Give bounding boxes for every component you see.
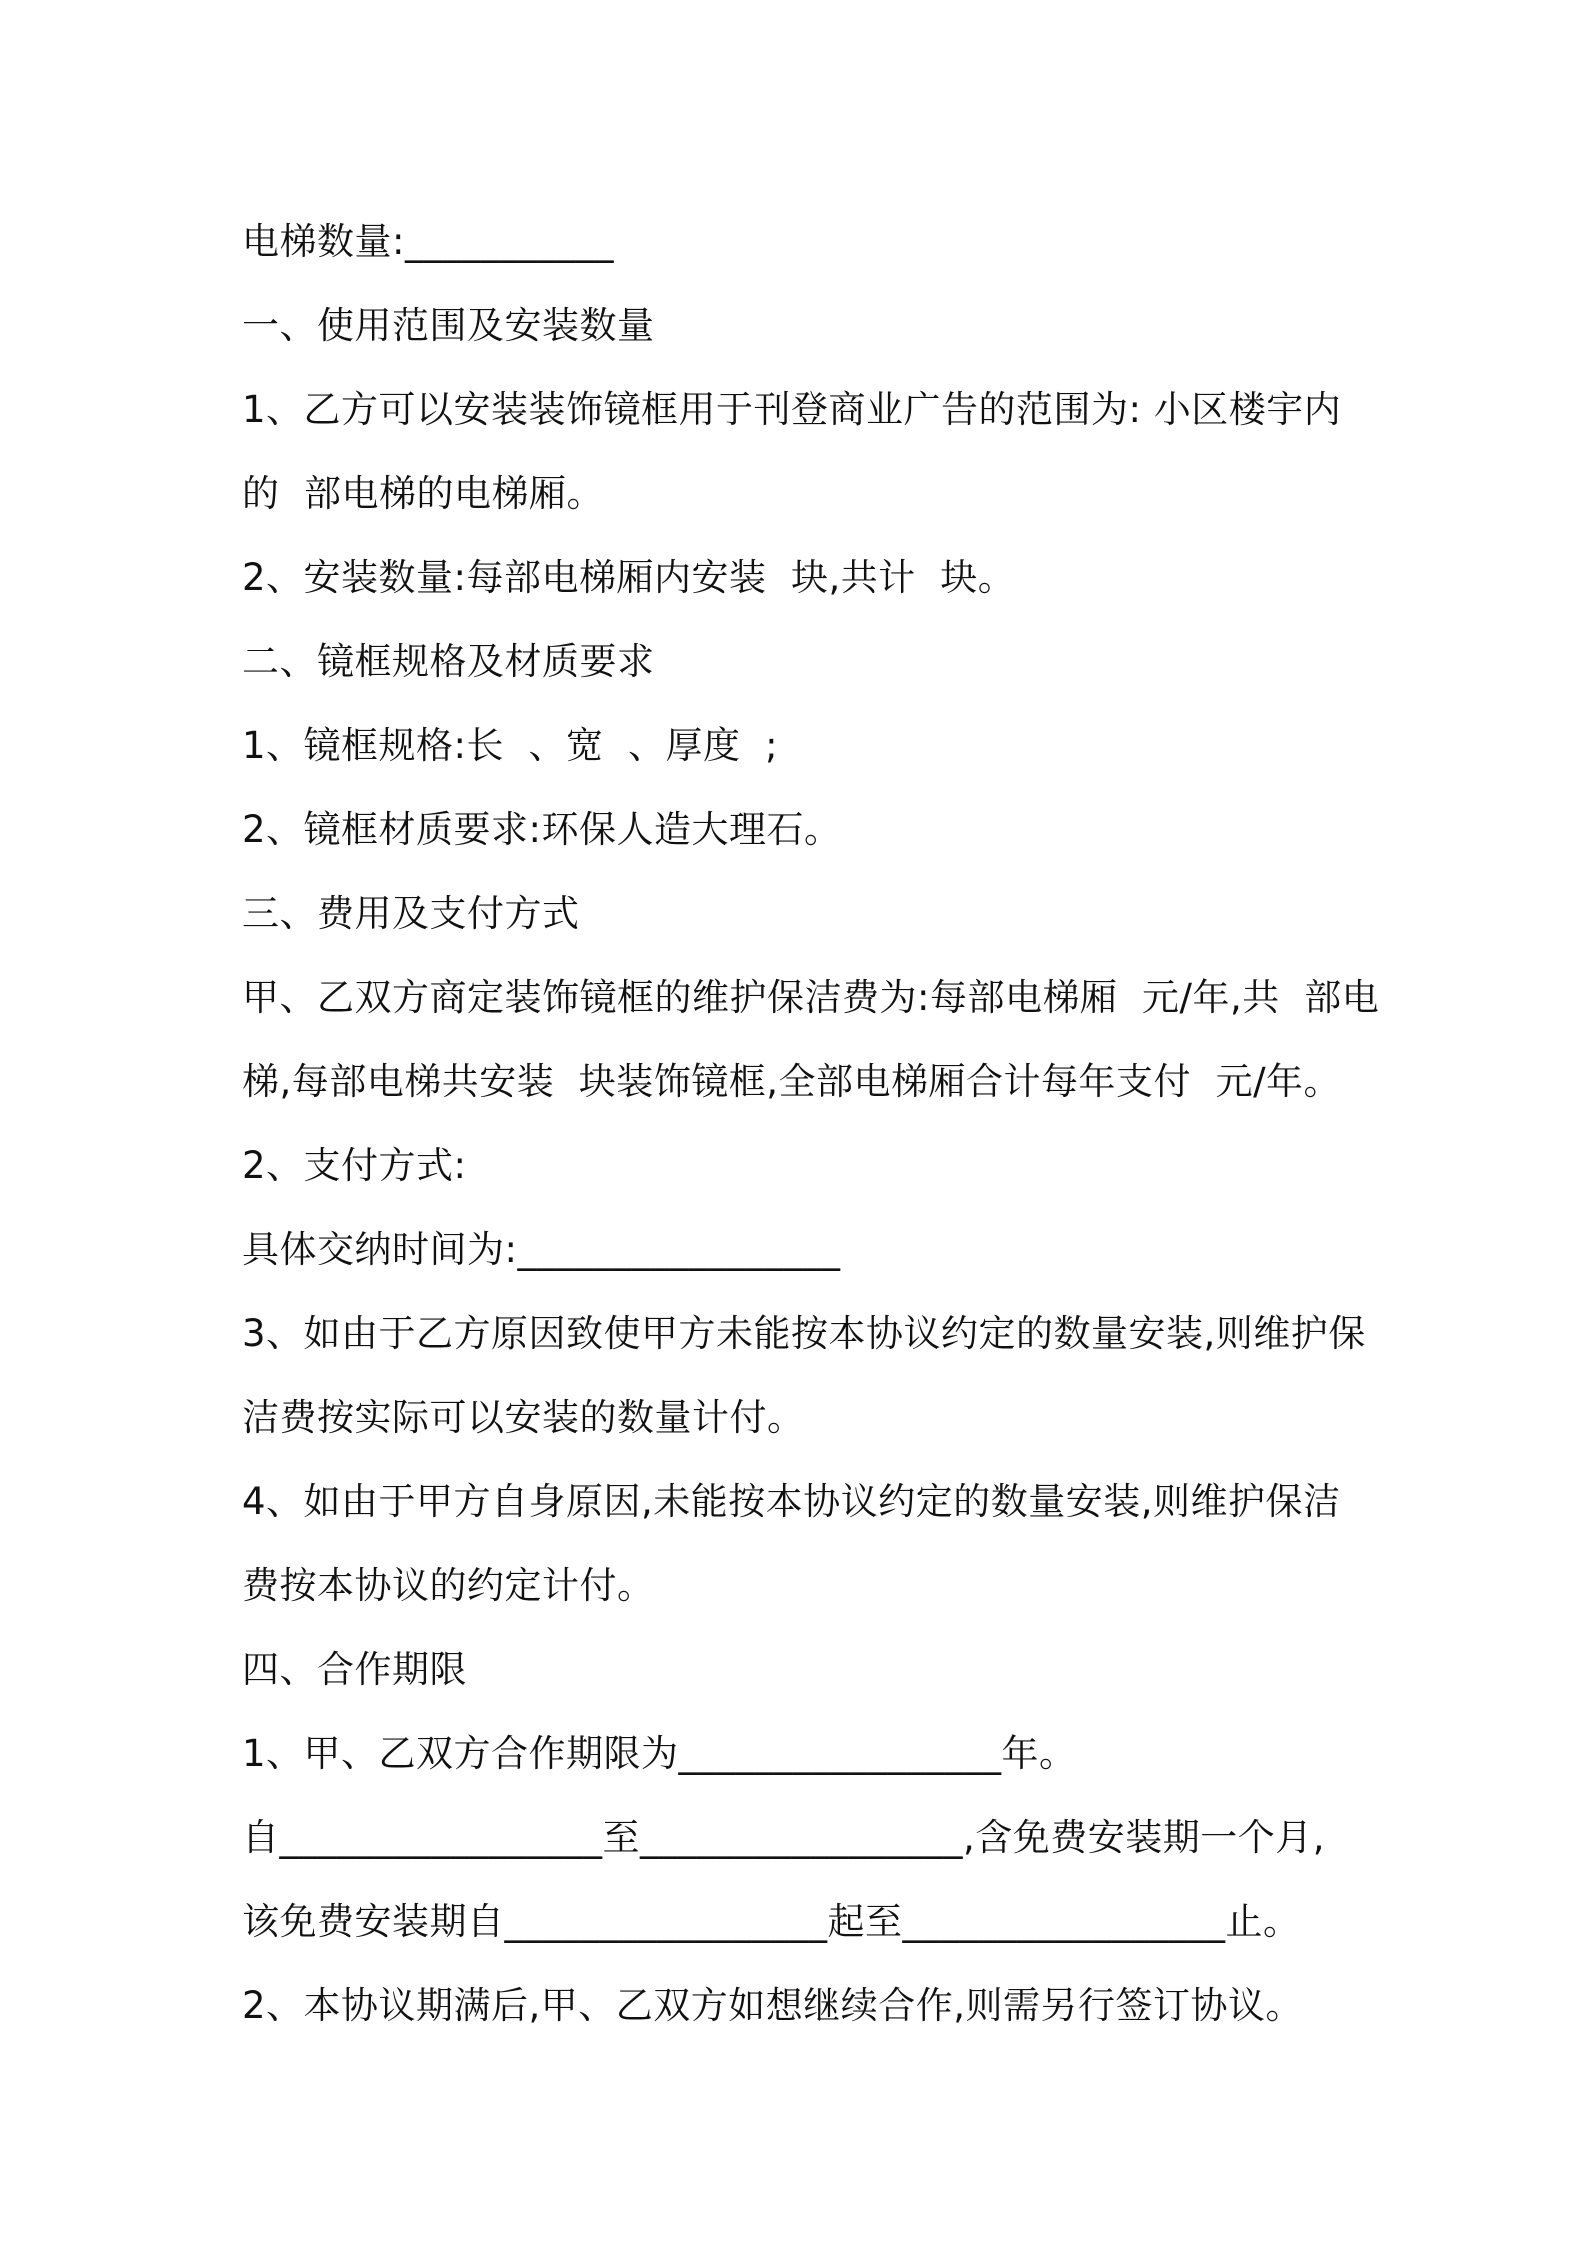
elevator-count-line: 电梯数量:___________ <box>242 220 614 263</box>
document-body <box>242 200 1380 2048</box>
clause-fees-2: 2、支付方式: <box>242 1144 467 1187</box>
clause-term-1-dates: 自_________________至_________________,含免费安装期一个月, <box>242 1816 1326 1859</box>
clause-term-2: 2、本协议期满后,甲、乙双方如想继续合作,则需另行签订协议。 <box>242 1984 1304 2027</box>
clause-fees-4: 4、如由于甲方自身原因,未能按本协议约定的数量安装,则维护保洁 <box>242 1480 1341 1523</box>
clause-term-1-free-period: 该免费安装期自_________________起至_________________止。 <box>242 1900 1301 1943</box>
clause-fees-1-cont: 梯,每部电梯共安装 块装饰镜框,全部电梯厢合计每年支付 元/年。 <box>242 1060 1342 1103</box>
clause-spec-2: 2、镜框材质要求:环保人造大理石。 <box>242 808 842 851</box>
clause-scope-2: 2、安装数量:每部电梯厢内安装 块,共计 块。 <box>242 556 1016 599</box>
section-heading-spec: 二、镜框规格及材质要求 <box>242 640 655 683</box>
clause-fees-3: 3、如由于乙方原因致使甲方未能按本协议约定的数量安装,则维护保 <box>242 1312 1366 1355</box>
section-heading-term: 四、合作期限 <box>242 1648 467 1691</box>
payment-time-line: 具体交纳时间为:_________________ <box>242 1228 841 1271</box>
clause-spec-1: 1、镜框规格:长 、宽 、厚度 ; <box>242 724 779 767</box>
clause-scope-1: 1、乙方可以安装装饰镜框用于刊登商业广告的范围为: 小区楼宇内 <box>242 388 1342 431</box>
clause-fees-4-cont: 费按本协议的约定计付。 <box>242 1564 655 1607</box>
clause-term-1: 1、甲、乙双方合作期限为_________________年。 <box>242 1732 1077 1775</box>
section-heading-scope: 一、使用范围及安装数量 <box>242 304 655 347</box>
section-heading-fees: 三、费用及支付方式 <box>242 892 580 935</box>
clause-fees-1: 甲、乙双方商定装饰镜框的维护保洁费为:每部电梯厢 元/年,共 部电 <box>242 976 1380 1019</box>
clause-fees-3-cont: 洁费按实际可以安装的数量计付。 <box>242 1396 805 1439</box>
clause-scope-1-cont: 的 部电梯的电梯厢。 <box>242 472 605 515</box>
